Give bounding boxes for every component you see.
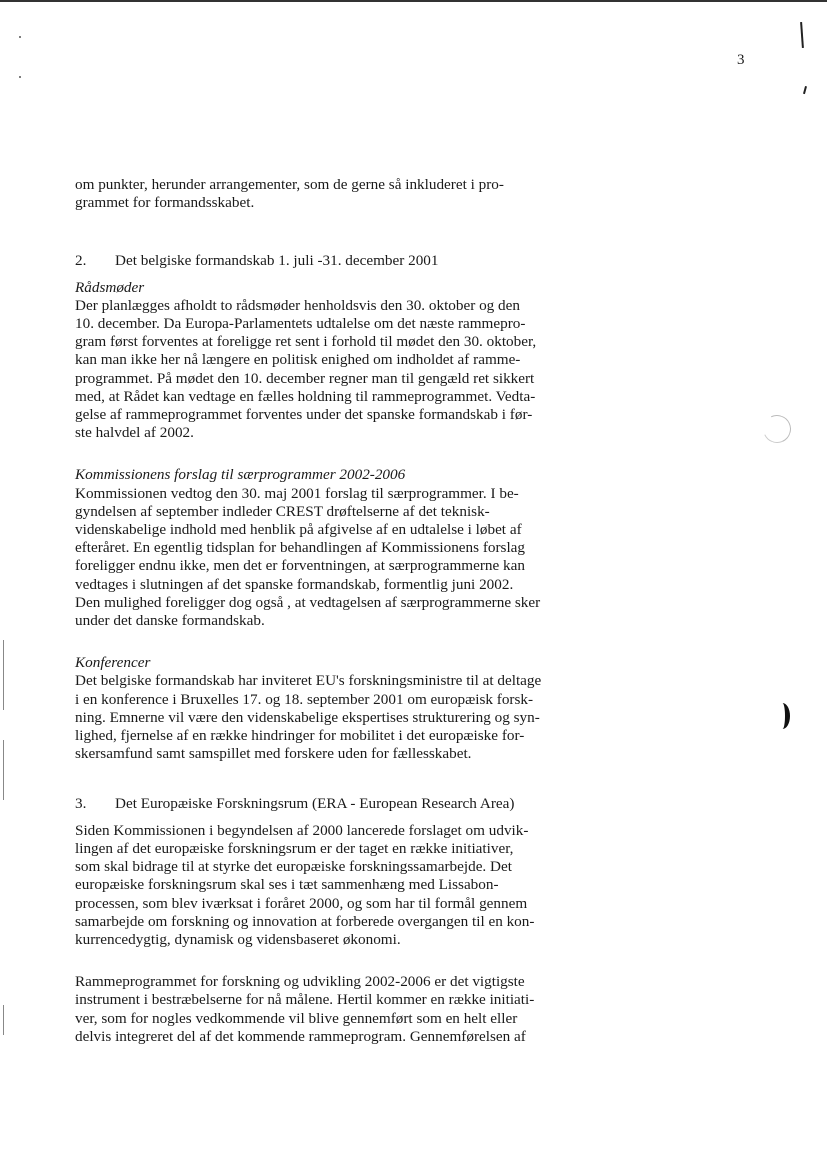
subsection-paragraph [75,485,595,631]
document-body [75,176,595,1046]
text-line: gyndelsen af september indleder CREST drøftelserne af det teknisk- [75,502,490,520]
text-line: programmet. På mødet den 10. december regner man til gengæld ret sikkert [75,369,535,387]
text-line: kurrencedygtig, dynamisk og vidensbaseret økonomi. [75,930,401,948]
margin-line-left [3,740,4,800]
text-line: som skal bidrage til at styrke det europæiske forskningssamarbejde. Det [75,858,512,876]
text-line: foreligger endnu ikke, men det er forventningen, at særprogrammerne kan [75,557,525,575]
section-number: 3. [75,795,87,813]
text-line: ver, som for nogles vedkommende vil blive gennemført som en helt eller [75,1009,518,1027]
section-heading-3 [75,795,595,813]
text-line: Det belgiske formandskab har inviteret EU's forskningsministre til at deltage [75,672,542,690]
text-line: Siden Kommissionen i begyndelsen af 2000 lancerede forslaget om udvik- [75,821,529,839]
section-title: Det belgiske formandskab 1. juli -31. december 2001 [115,252,439,270]
text-line: grammet for formandsskabet. [75,194,255,212]
subsection-heading: Konferencer [75,654,151,672]
subsection-paragraph [75,297,595,443]
text-line: lighed, fjernelse af en række hindringer for mobilitet i det europæiske for- [75,727,525,745]
text-line: samarbejde om forskning og innovation at forberede overgangen til en kon- [75,912,535,930]
text-line: europæiske forskningsrum skal ses i tæt sammenhæng med Lissabon- [75,876,499,894]
text-line: Rammeprogrammet for forskning og udvikling 2002-2006 er det vigtigste [75,973,525,991]
section-title: Det Europæiske Forskningsrum (ERA - European Research Area) [115,795,515,813]
text-line: ning. Emnerne vil være den videnskabelige ekspertises strukturering og syn- [75,708,540,726]
text-line: ste halvdel af 2002. [75,424,194,442]
margin-mark-small-right [803,86,807,94]
subsection-paragraph [75,672,595,763]
text-line: gelse af rammeprogrammet forventes under det spanske formandskab i før- [75,406,533,424]
punch-hole-mark [775,703,790,729]
margin-line-left [3,1005,4,1035]
body-paragraph [75,822,595,949]
intro-paragraph [75,176,595,212]
top-scan-border [0,0,827,2]
text-line: Kommissionen vedtog den 30. maj 2001 forslag til særprogrammer. I be- [75,484,519,502]
margin-mark-top-right [800,22,804,48]
subsection-heading: Kommissionens forslag til særprogrammer 2002-2006 [75,466,406,484]
text-line: delvis integreret del af det kommende rammeprogram. Gennemførelsen af [75,1027,526,1045]
text-line: Der planlægges afholdt to rådsmøder henholdsvis den 30. oktober og den [75,296,520,314]
text-line: instrument i bestræbelserne for nå målene. Hertil kommer en række initiati- [75,991,535,1009]
text-line: gram først forventes at foreligge ret sent i forhold til mødet den 30. oktober, [75,333,537,351]
text-line: videnskabelige indhold med henblik på afgivelse af en udtalelse i løbet af [75,521,522,539]
text-line: Den mulighed foreligger dog også , at vedtagelsen af særprogrammerne sker [75,593,541,611]
text-line: om punkter, herunder arrangementer, som de gerne så inkluderet i pro- [75,176,504,193]
text-line: efteråret. En egentlig tidsplan for behandlingen af Kommissionens forslag [75,539,526,557]
text-line: kan man ikke her nå længere en politisk enighed om indholdet af ramme- [75,351,521,369]
text-line: under det danske formandskab. [75,612,265,630]
text-line: skersamfund samt samspillet med forskere uden for fællesskabet. [75,745,472,763]
punch-hole-outline [759,411,795,447]
section-number: 2. [75,252,87,270]
body-paragraph [75,973,595,1046]
text-line: lingen af det europæiske forskningsrum er der taget en række initiativer, [75,839,514,857]
text-line: vedtages i slutningen af det spanske formandskab, formentlig juni 2002. [75,575,514,593]
text-line: i en konference i Bruxelles 17. og 18. september 2001 om europæisk forsk- [75,690,534,708]
text-line: processen, som blev iværksat i foråret 2000, og som har til formål gennem [75,894,528,912]
text-line: med, at Rådet kan vedtage en fælles holdning til rammeprogrammet. Vedta- [75,387,536,405]
page-number: 3 [737,52,745,68]
scan-speck [19,36,21,38]
section-heading-2 [75,252,595,270]
subsection-heading: Rådsmøder [75,278,145,296]
margin-line-left [3,640,4,710]
text-line: 10. december. Da Europa-Parlamentets udtalelse om det næste rammepro- [75,315,526,333]
scan-speck [19,76,21,78]
